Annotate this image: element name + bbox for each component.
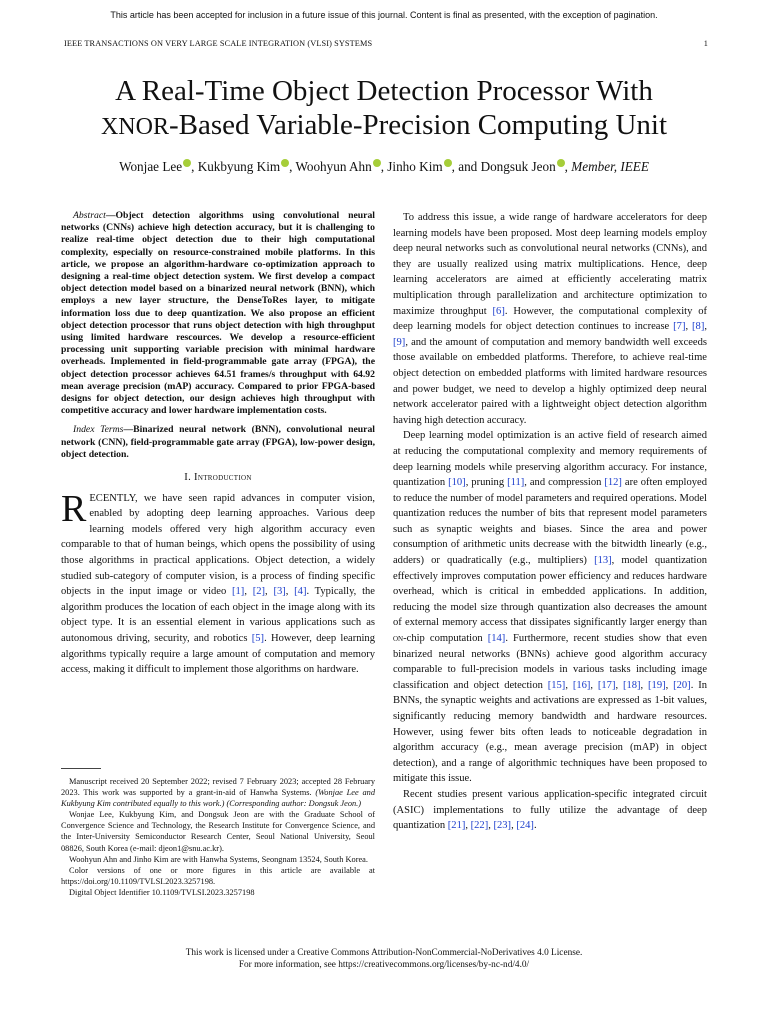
footnote: Woohyun Ahn and Jinho Kim are with Hanwha Systems, Seongnam 13524, South Korea. — [69, 854, 368, 864]
citation-link[interactable]: [13] — [594, 555, 612, 567]
paragraph-text: . Furthermore, recent studies show that even binarized neural networks (BNNs) achieve good algorithm accuracy comparable to full-precision models in various tasks including image classification and object detection — [393, 633, 707, 691]
paragraph-text: Recent studies present various application-specific integrated circuit (ASIC) implementations to fully utilize the advantage of deep quantization — [393, 788, 707, 832]
citation-link[interactable]: [5] — [251, 633, 265, 644]
orcid-icon[interactable] — [557, 159, 565, 167]
separator: , — [244, 586, 253, 598]
citation-link[interactable]: [8] — [692, 321, 705, 333]
footnote-text: (Wonjae Lee and Kukbyung Kim contributed equally to this work.) (Corresponding author: Dongsuk Jeon.) — [61, 788, 375, 809]
license-notice — [0, 947, 768, 971]
abstract: Abstract—Object detection algorithms using convolutional neural networks (CNNs) achieve high detection accuracy, but it is challenging to realize real-time object detection due to their high computational complexity, especially on resource-constrained mobile platforms. In this article, we propose an algorithm-hardware co-optimization approach to designing a real-time object detection system. We first develop a compact object detection model based on a binarized neural network (BNN), which employs a new layer structure, the DenseToRes layer, to mitigate information loss due to deep quantization. We also propose an efficient object detection processor that runs object detection with high throughput using limited hardware rescources. We develop a resource-efficient processing unit supporting variable precision with minimal hardware overheads. Implemented in field-programmable gate array (FPGA), the object detection processor achieves 64.51 frames/s throughput with 64.92 mean average precision (mAP) accuracy. Compared to prior FPGA-based designs for object detection, our design achieves high throughput with competitive accuracy and lower hardware implementation costs. — [61, 210, 375, 417]
separator: , — [565, 679, 573, 691]
author-list — [40, 159, 728, 175]
title-line-1: A Real-Time Object Detection Processor With — [115, 75, 653, 107]
citation-link[interactable]: [7] — [673, 321, 686, 333]
section-number: I. — [184, 472, 192, 484]
paragraph-text: . However, deep learning algorithms typically require a large amount of computation and memory access, making it difficult to implement those algorithms on hardware. — [61, 633, 375, 676]
paragraph-text: . — [533, 820, 537, 832]
paragraph-text: on — [393, 633, 404, 645]
citation-link[interactable]: [9] — [393, 336, 406, 348]
author-name[interactable]: Wonjae Lee — [119, 159, 183, 174]
paragraph-text: . In BNNs, the synaptic weights and activations are expressed as 1-bit values, significantly reducing memory bandwidth and hardware resources. However, using fewer bits often leads to noticeable degradation in algorithm accuracy (e.g., mean average precision (mAP) in object detection), and a range of algorithmic techniques have been proposed to mitigate this issue. — [393, 679, 707, 785]
body-paragraph — [393, 210, 707, 428]
author-separator: , — [380, 159, 388, 174]
citation-link[interactable]: [19] — [648, 679, 666, 691]
citation-link[interactable]: [6] — [492, 305, 505, 317]
citation-link[interactable]: [21] — [447, 820, 466, 832]
citation-link[interactable]: [3] — [273, 586, 286, 598]
citation-link[interactable]: [1] — [232, 586, 245, 598]
citation-link[interactable]: [2] — [252, 586, 266, 598]
paper-title — [40, 74, 728, 144]
abstract-label: Abstract — [73, 210, 106, 221]
citation-link[interactable]: [22] — [470, 820, 489, 832]
separator: , — [465, 820, 471, 832]
license-line-2: For more information, see https://creativecommons.org/licenses/by-nc-nd/4.0/ — [238, 960, 530, 970]
paragraph-text: -chip computation — [403, 633, 488, 645]
footnote-rule — [61, 768, 101, 769]
orcid-icon[interactable] — [373, 159, 381, 167]
acceptance-banner: This article has been accepted for inclusion in a future issue of this journal. Content is final as presented, with the exception of pagination. — [110, 10, 658, 20]
footnote — [61, 776, 375, 809]
right-column — [393, 210, 707, 834]
separator: , — [511, 820, 517, 832]
section-title: Introduction — [194, 472, 252, 484]
citation-link[interactable]: [18] — [622, 679, 641, 691]
author-name[interactable]: Jinho Kim — [387, 159, 443, 174]
citation-link[interactable]: [24] — [516, 820, 534, 832]
footnote: Digital Object Identifier 10.1109/TVLSI.2023.3257198 — [69, 887, 255, 897]
intro-paragraph — [61, 487, 375, 678]
citation-link[interactable]: [17] — [597, 679, 616, 691]
author-name[interactable]: Woohyun Ahn — [295, 159, 372, 174]
citation-link[interactable]: [4] — [294, 586, 307, 598]
paragraph-text: To address this issue, a wide range of hardware accelerators for deep learning models have been proposed. Most deep learning models employ deep neural networks such as convolutional neural networks (CNNs), and they are usually realized using matrix multiplications. Hence, deep learning accelerators are aimed at efficiently accelerating matrix multiplication through parallelization and architecture optimization to maximize throughput — [393, 212, 707, 317]
separator: , — [704, 321, 707, 333]
citation-link[interactable]: [14] — [487, 633, 506, 645]
author-separator: , and — [451, 159, 481, 174]
separator: , — [665, 679, 674, 691]
index-terms: Index Terms—Binarized neural network (BNN), convolutional neural network (CNN), field-programmable gate array (FPGA), low-power design, object detection. — [61, 424, 375, 460]
journal-name: IEEE TRANSACTIONS ON VERY LARGE SCALE INTEGRATION (VLSI) SYSTEMS — [64, 39, 373, 48]
body-paragraph — [393, 787, 707, 834]
body-paragraph — [393, 428, 707, 787]
paragraph-text: , and the amount of computation and memory bandwidth well exceeds those available on embedded platforms. Therefore, to achieve real-time object detection on embedded platforms with limited hardware resources and power budget, we need to develop a highly optimized deep neural network accelerator paired with a lightweight object detection algorithm having high detection accuracy. — [393, 336, 707, 426]
author-separator: , — [564, 159, 572, 174]
separator: , — [488, 820, 494, 832]
citation-link[interactable]: [23] — [493, 820, 512, 832]
left-column — [61, 210, 375, 678]
footnote: Color versions of one or more figures in this article are available at https://doi.org/10.1109/TVLSI.2023.3257198. — [61, 865, 375, 886]
abstract-text: Object detection algorithms using convolutional neural networks (CNNs) achieve high detection accuracy, but it is challenging to realize real-time object detection due to their high computational complexity, especially on resource-constrained mobile platforms. In this article, we propose an algorithm-hardware co-optimization approach to designing a real-time object detection system. We first develop a compact object detection model based on a binarized neural network (BNN), which employs a new layer structure, the DenseToRes layer, to mitigate information loss due to deep quantization. We also propose an efficient object detection processor that runs object detection with high throughput using limited hardware rescources. We develop a resource-efficient processing unit supporting variable precision with minimal hardware overheads. Implemented in field-programmable gate array (FPGA), the object detection processor achieves 64.51 frames/s throughput with 64.92 mean average precision (mAP) accuracy. Compared to prior FPGA-based designs for object detection, our design achieves high throughput with competitive accuracy and lower hardware implementation costs. — [61, 210, 375, 417]
title-line-2 — [40, 108, 728, 144]
separator: , — [615, 679, 623, 691]
paragraph-text: . Typically, the algorithm produces the location of each object in the image along with its object type. It is an essential element in various applications such as autonomous driving, security, and robotics — [61, 586, 375, 644]
author-separator: , — [289, 159, 296, 174]
paragraph-text: are often employed to reduce the number of model parameters and required operations. Model quantization reduces the number of bits that represent model parameters such as synaptic weights and biases. Since the area and power consumption of arithmetic units decrease with the bitwidth linearly (e.g., adders) or quadratically (e.g., multipliers) — [393, 477, 707, 567]
title-xnor: XNOR — [100, 114, 169, 140]
author-membership: Member, IEEE — [571, 159, 649, 174]
orcid-icon[interactable] — [444, 159, 452, 167]
citation-link[interactable]: [16] — [572, 679, 591, 691]
citation-link[interactable]: [11] — [507, 477, 525, 489]
paragraph-text: Deep learning model optimization is an active field of research aimed at reducing the computational complexity and memory requirements of deep learning models while preserving algorithm accuracy. For instance, quantization — [393, 430, 707, 489]
author-separator: , — [191, 159, 198, 174]
citation-link[interactable]: [10] — [448, 477, 466, 489]
separator: , — [265, 586, 274, 598]
separator: , — [640, 679, 649, 691]
footnotes — [61, 776, 375, 898]
paragraph-text: , model quantization effectively improves computation power efficiency and reduces hardware overhead, which is critical in embedded applications. In addition, reducing the model size through quantization also decreases the amount of external memory access that dissipates significantly larger energy than — [393, 555, 708, 629]
running-head — [64, 39, 708, 48]
paragraph-text: . However, the computational complexity of deep learning models for object detection continues to increase — [393, 305, 707, 333]
drop-cap: R — [61, 487, 87, 530]
section-heading — [61, 470, 375, 486]
index-terms-label: Index Terms — [73, 424, 124, 436]
paragraph-text: , and compression — [524, 477, 605, 489]
paragraph-text: ECENTLY, we have seen rapid advances in computer vision, enabled by adopting deep learning approaches. Various deep learning models offered very high algorithm accuracy even comparable to that of human beings, which opens the possibility of using those algorithms in practical applications. Object detection, a widely studied sub-category of computer vision, is a process of finding specific objects in the input image or video — [61, 492, 375, 598]
citation-link[interactable]: [15] — [547, 679, 566, 691]
title-line-2-rest: -Based Variable-Precision Computing Unit — [168, 109, 668, 141]
license-line-1: This work is licensed under a Creative Commons Attribution-NonCommercial-NoDerivatives 4.0 License. — [185, 948, 583, 958]
footnote-text: Manuscript received 20 September 2022; revised 7 February 2023; accepted 28 February 2023. This work was supported by a grant-in-aid of Hanwha Systems. — [61, 777, 375, 798]
paragraph-text: , pruning — [465, 477, 508, 489]
separator: , — [285, 586, 295, 598]
author-name[interactable]: Dongsuk Jeon — [480, 159, 556, 174]
orcid-icon[interactable] — [281, 159, 289, 167]
citation-link[interactable]: [12] — [604, 477, 622, 489]
citation-link[interactable]: [20] — [673, 679, 691, 691]
orcid-icon[interactable] — [183, 159, 191, 167]
separator: , — [685, 321, 693, 333]
page-number: 1 — [703, 39, 708, 48]
index-terms-text: Binarized neural network (BNN), convolutional neural network (CNN), field-programmable gate array (FPGA), low-power design, object detection. — [61, 424, 375, 460]
footnote: Wonjae Lee, Kukbyung Kim, and Dongsuk Jeon are with the Graduate School of Convergence Science and Technology, the Research Institute for Convergence Science, and the Inter-University Semiconductor Research Center, Seoul National University, Seoul 08826, South Korea (e-mail: djeon1@snu.ac.kr). — [61, 810, 375, 853]
separator: , — [590, 679, 598, 691]
author-name[interactable]: Kukbyung Kim — [197, 159, 281, 174]
